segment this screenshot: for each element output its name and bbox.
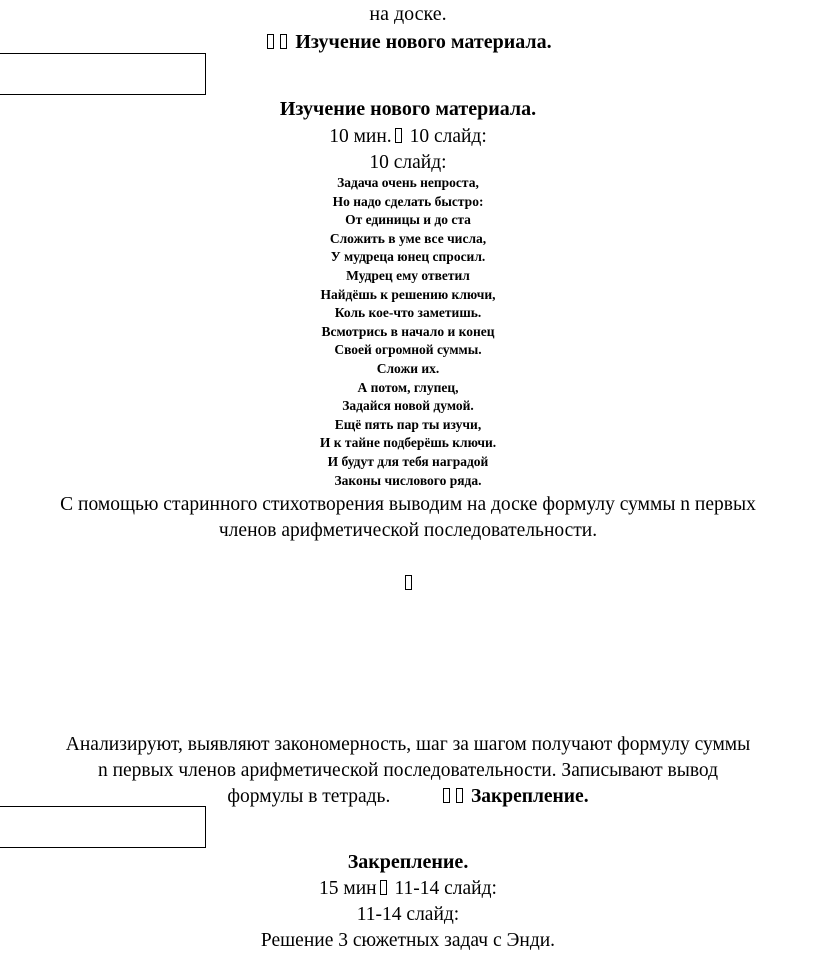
empty-box bbox=[0, 53, 206, 95]
poem-line: И к тайне подберёшь ключи. bbox=[319, 435, 497, 451]
paragraph2-line1: Анализируют, выявляют закономерность, шаг за шагом получают формулу суммы bbox=[65, 734, 751, 755]
poem-line: А потом, глупец, bbox=[357, 379, 459, 395]
poem bbox=[0, 174, 816, 490]
missing-glyph-icon bbox=[405, 575, 412, 590]
poem-line: Коль кое-что заметишь. bbox=[334, 305, 482, 321]
section1-time: 10 мин. bbox=[329, 126, 392, 147]
section1-time-line bbox=[0, 125, 816, 149]
paragraph2-line3-text: формулы в тетрадь. bbox=[227, 786, 391, 807]
poem-line: Ещё пять пар ты изучи, bbox=[334, 416, 482, 432]
paragraph1-line2: членов арифметической последовательности. bbox=[218, 520, 598, 541]
poem-line: Сложи их. bbox=[376, 360, 440, 376]
section2-title: Закрепление. bbox=[470, 786, 589, 807]
missing-glyph-icon bbox=[443, 788, 450, 803]
missing-glyph-icon bbox=[267, 34, 274, 49]
missing-glyph-icon bbox=[456, 788, 463, 803]
poem-line: От единицы и до ста bbox=[345, 212, 471, 228]
top-line: на доске. bbox=[369, 3, 447, 25]
section2-heading: Закрепление. bbox=[347, 851, 469, 873]
poem-line: Всмотрись в начало и конец bbox=[321, 323, 495, 339]
poem-line: Сложить в уме все числа, bbox=[329, 230, 487, 246]
section1-slide-inline: 10 слайд: bbox=[409, 126, 487, 147]
glyph-line bbox=[0, 571, 816, 595]
poem-line: Найдёшь к решению ключи, bbox=[320, 286, 496, 302]
section2-slide-inline: 11-14 слайд: bbox=[394, 878, 497, 899]
poem-line: Но надо сделать быстро: bbox=[332, 193, 484, 209]
missing-glyph-icon bbox=[280, 34, 287, 49]
poem-line: Задача очень непроста, bbox=[337, 175, 479, 190]
section2-time: 15 мин bbox=[319, 878, 377, 899]
poem-line: Мудрец ему ответил bbox=[346, 267, 470, 283]
poem-line: Задайся новой думой. bbox=[342, 398, 474, 414]
section1-title-line bbox=[0, 30, 816, 54]
section2-time-line bbox=[0, 877, 816, 901]
section1-slide: 10 слайд: bbox=[369, 152, 447, 173]
poem-line: Своей огромной суммы. bbox=[334, 342, 482, 358]
paragraph2-line2: n первых членов арифметической последовательности. Записывают вывод bbox=[97, 760, 719, 781]
section2-slide: 11-14 слайд: bbox=[356, 904, 460, 925]
missing-glyph-icon bbox=[395, 128, 402, 143]
poem-line: У мудреца юнец спросил. bbox=[330, 249, 486, 265]
poem-line: И будут для тебя наградой bbox=[327, 453, 489, 469]
section2-task: Решение 3 сюжетных задач с Энди. bbox=[260, 930, 556, 951]
poem-line: Законы числового ряда. bbox=[334, 472, 482, 488]
section1-heading: Изучение нового материала. bbox=[279, 98, 537, 120]
empty-box bbox=[0, 806, 206, 848]
paragraph1-line1: С помощью старинного стихотворения выводим на доске формулу суммы n первых bbox=[60, 494, 756, 515]
missing-glyph-icon bbox=[380, 880, 387, 895]
section1-title: Изучение нового материала. bbox=[295, 31, 552, 53]
